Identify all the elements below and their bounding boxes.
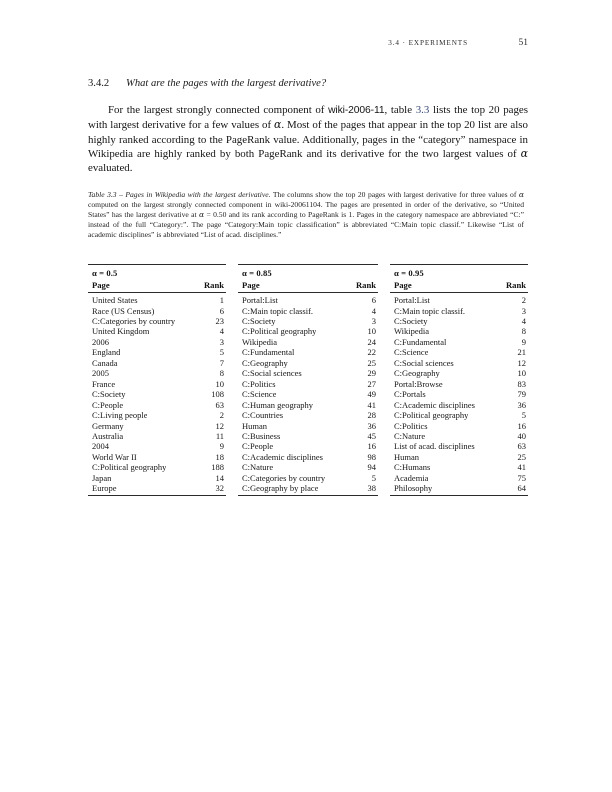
cell-page: C:Categories by country (92, 315, 176, 326)
table-row (238, 473, 378, 483)
table-row (88, 295, 226, 305)
table-row (390, 379, 528, 389)
cell-page: C:Geography (242, 357, 288, 368)
table-row (88, 400, 226, 410)
cell-page: Race (US Census) (92, 305, 155, 316)
cell-rank: 14 (215, 472, 224, 483)
cell-rank: 22 (367, 347, 376, 358)
table-row (88, 326, 226, 336)
alpha-label: α = 0.85 (242, 268, 272, 278)
cell-rank: 10 (517, 368, 526, 379)
cell-rank: 23 (215, 315, 224, 326)
cell-page: C:Nature (394, 430, 426, 441)
table-row (88, 473, 226, 483)
running-head-title: 3.4 · EXPERIMENTS (388, 39, 468, 47)
cell-rank: 27 (367, 378, 376, 389)
table-row (88, 347, 226, 357)
cell-page: Portal:List (394, 295, 430, 306)
table-row (390, 295, 528, 305)
rule-bottom (238, 495, 378, 496)
cell-page: Portal:List (242, 295, 278, 306)
cell-page: C:Science (394, 347, 429, 358)
cell-page: United Kingdom (92, 326, 150, 337)
running-head (85, 38, 528, 52)
cell-page: Germany (92, 420, 124, 431)
cell-page: List of acad. disciplines (394, 441, 475, 452)
cell-rank: 5 (219, 347, 224, 358)
cell-page: C:Categories by country (242, 472, 326, 483)
cell-page: 2005 (92, 368, 109, 379)
cell-page: World War II (92, 451, 137, 462)
table-row (390, 389, 528, 399)
cell-page: C:Politics (242, 378, 276, 389)
cell-rank: 21 (517, 347, 526, 358)
cell-page: C:Living people (92, 410, 148, 421)
cell-rank: 1 (219, 295, 224, 306)
cell-rank: 10 (215, 378, 224, 389)
table-row (390, 316, 528, 326)
table-row (88, 358, 226, 368)
table-group-alpha-0-95 (390, 264, 528, 496)
cell-rank: 41 (517, 462, 526, 473)
cell-rank: 4 (219, 326, 224, 337)
table-row (238, 316, 378, 326)
cell-rank: 6 (371, 295, 376, 306)
cell-rank: 79 (517, 389, 526, 400)
cell-page: C:Main topic classif. (394, 305, 466, 316)
cell-rank: 2 (219, 410, 224, 421)
table-row (390, 452, 528, 462)
cell-rank: 24 (367, 336, 376, 347)
table-row (238, 462, 378, 472)
table-row (238, 400, 378, 410)
table-group-alpha-0-5 (88, 264, 226, 496)
cell-page: C:Geography (394, 368, 440, 379)
cell-page: Portal:Browse (394, 378, 443, 389)
cell-page: 2004 (92, 441, 109, 452)
cell-page: C:Society (394, 315, 428, 326)
cell-page: C:Academic disciplines (242, 451, 323, 462)
table-row (88, 483, 226, 493)
cell-page: United States (92, 295, 138, 306)
cell-rank: 16 (517, 420, 526, 431)
table-row (390, 337, 528, 347)
table-row (390, 421, 528, 431)
cell-page: Europe (92, 483, 117, 494)
cell-rank: 63 (517, 441, 526, 452)
body-paragraph: For the largest strongly connected component of wiki-2006-11, table 3.3 lists the top 20 pages with largest derivative for a few values of α. Most of the pages that appear in the top 20 list are also highly ranked according to the PageRank value. Additionally, pages in the “category” namespace in Wikipedia are highly ranked by both PageRank and its derivative for the two largest values of α evaluated. (88, 104, 528, 175)
table-caption: Table 3.3 – Pages in Wikipedia with the largest derivative. The columns show the top 20 pages with largest derivative for three values of α computed on the largest strongly connected component in wiki-20061104. The pages are presented in order of the derivative, so “United States” has the largest derivative at α = 0.50 and its rank according to PageRank is 1. Pages in the category namespace are abbreviated “C:” instead of the full “Category:”. The page “Category:Main topic classification” is abbreviated “C:Main topic classif.” Likewise “List of academic disciplines” is abbreviated “List of acad. disciplines.” (88, 190, 524, 239)
table-row (390, 400, 528, 410)
table-row (390, 483, 528, 493)
cell-rank: 63 (215, 399, 224, 410)
cell-rank: 29 (367, 368, 376, 379)
cell-page: C:Society (242, 315, 276, 326)
table-body (390, 293, 528, 495)
table-row (238, 337, 378, 347)
cell-page: 2006 (92, 336, 109, 347)
cell-page: Wikipedia (242, 336, 278, 347)
cell-rank: 4 (521, 315, 526, 326)
cell-rank: 18 (215, 451, 224, 462)
table-row (238, 452, 378, 462)
cell-rank: 188 (211, 462, 224, 473)
cell-rank: 10 (367, 326, 376, 337)
cell-rank: 3 (219, 336, 224, 347)
table-row (238, 368, 378, 378)
cell-rank: 12 (215, 420, 224, 431)
cell-rank: 9 (521, 336, 526, 347)
cell-page: C:People (92, 399, 124, 410)
cell-rank: 9 (219, 441, 224, 452)
cell-page: C:Nature (242, 462, 274, 473)
header-page: Page (92, 279, 110, 290)
cell-rank: 2 (521, 295, 526, 306)
cell-page: Canada (92, 357, 118, 368)
table-row (390, 358, 528, 368)
cell-rank: 41 (367, 399, 376, 410)
table-row (238, 379, 378, 389)
cell-rank: 45 (367, 430, 376, 441)
cell-page: Wikipedia (394, 326, 430, 337)
cell-rank: 5 (371, 472, 376, 483)
cell-page: C:Fundamental (242, 347, 295, 358)
alpha-label: α = 0.5 (92, 268, 118, 278)
header-page: Page (242, 279, 260, 290)
cell-page: C:Main topic classif. (242, 305, 314, 316)
table-body (238, 293, 378, 495)
cell-page: C:Political geography (92, 462, 167, 473)
cell-rank: 6 (219, 305, 224, 316)
table-row (88, 462, 226, 472)
table-row (238, 431, 378, 441)
table-row (390, 347, 528, 357)
cell-rank: 32 (215, 483, 224, 494)
cell-page: C:Fundamental (394, 336, 447, 347)
table-row (238, 326, 378, 336)
table-row (238, 389, 378, 399)
cell-rank: 49 (367, 389, 376, 400)
cell-page: Japan (92, 472, 112, 483)
cell-rank: 94 (367, 462, 376, 473)
table-row (88, 379, 226, 389)
cell-rank: 28 (367, 410, 376, 421)
header-rank: Rank (505, 279, 526, 290)
section-heading (88, 78, 528, 89)
table-row (238, 347, 378, 357)
cell-rank: 8 (521, 326, 526, 337)
table-row (390, 368, 528, 378)
cell-rank: 16 (367, 441, 376, 452)
cell-page: C:Political geography (394, 410, 469, 421)
table-row (88, 421, 226, 431)
table-row (88, 316, 226, 326)
table-row (88, 452, 226, 462)
cell-page: England (92, 347, 121, 358)
column-headers (390, 279, 528, 292)
table-row (238, 358, 378, 368)
cell-rank: 3 (371, 315, 376, 326)
cell-page: C:Business (242, 430, 281, 441)
cell-rank: 25 (517, 451, 526, 462)
table-row (390, 431, 528, 441)
table-row (390, 326, 528, 336)
cell-rank: 11 (215, 430, 224, 441)
table-row (88, 337, 226, 347)
cell-rank: 3 (521, 305, 526, 316)
table-row (238, 441, 378, 451)
page-number: 51 (518, 38, 528, 48)
table-row (88, 410, 226, 420)
column-headers (88, 279, 226, 292)
cell-rank: 75 (517, 472, 526, 483)
cell-page: C:Political geography (242, 326, 317, 337)
cell-page: C:Science (242, 389, 277, 400)
cell-page: C:Social sciences (242, 368, 302, 379)
cell-rank: 40 (517, 430, 526, 441)
cell-page: France (92, 378, 116, 389)
cell-rank: 25 (367, 357, 376, 368)
cell-page: Human (394, 451, 420, 462)
cell-rank: 36 (517, 399, 526, 410)
table-row (238, 295, 378, 305)
table-row (390, 306, 528, 316)
table-row (88, 389, 226, 399)
cell-page: Philosophy (394, 483, 433, 494)
cell-rank: 5 (521, 410, 526, 421)
section-title: What are the pages with the largest derivative? (126, 78, 327, 89)
table-row (390, 473, 528, 483)
cell-rank: 38 (367, 483, 376, 494)
cell-page: C:Geography by place (242, 483, 319, 494)
header-rank: Rank (203, 279, 224, 290)
table-row (88, 441, 226, 451)
table-row (88, 368, 226, 378)
cell-page: C:Academic disciplines (394, 399, 475, 410)
table-row (238, 483, 378, 493)
cell-page: C:Society (92, 389, 126, 400)
cell-page: Academia (394, 472, 429, 483)
derivative-table (88, 264, 528, 496)
table-row (390, 462, 528, 472)
table-group-alpha-0-85 (238, 264, 378, 496)
alpha-label: α = 0.95 (394, 268, 424, 278)
cell-page: Human (242, 420, 268, 431)
table-row (238, 306, 378, 316)
cell-page: C:Human geography (242, 399, 314, 410)
cell-rank: 108 (211, 389, 224, 400)
cell-rank: 36 (367, 420, 376, 431)
rule-bottom (390, 495, 528, 496)
column-headers (238, 279, 378, 292)
cell-page: C:People (242, 441, 274, 452)
cell-page: C:Portals (394, 389, 426, 400)
cell-rank: 7 (219, 357, 224, 368)
cell-rank: 12 (517, 357, 526, 368)
section-number: 3.4.2 (88, 78, 110, 89)
cell-rank: 98 (367, 451, 376, 462)
cell-rank: 8 (219, 368, 224, 379)
table-row (390, 441, 528, 451)
cell-rank: 83 (517, 378, 526, 389)
table-row (390, 410, 528, 420)
table-row (88, 431, 226, 441)
cell-page: C:Humans (394, 462, 431, 473)
cell-page: C:Countries (242, 410, 284, 421)
rule-bottom (88, 495, 226, 496)
cell-page: C:Politics (394, 420, 428, 431)
cell-page: C:Social sciences (394, 357, 454, 368)
table-body (88, 293, 226, 495)
header-rank: Rank (355, 279, 376, 290)
cell-rank: 4 (371, 305, 376, 316)
cell-page: Australia (92, 430, 124, 441)
table-row (88, 306, 226, 316)
cell-rank: 64 (517, 483, 526, 494)
header-page: Page (394, 279, 412, 290)
table-row (238, 410, 378, 420)
table-row (238, 421, 378, 431)
